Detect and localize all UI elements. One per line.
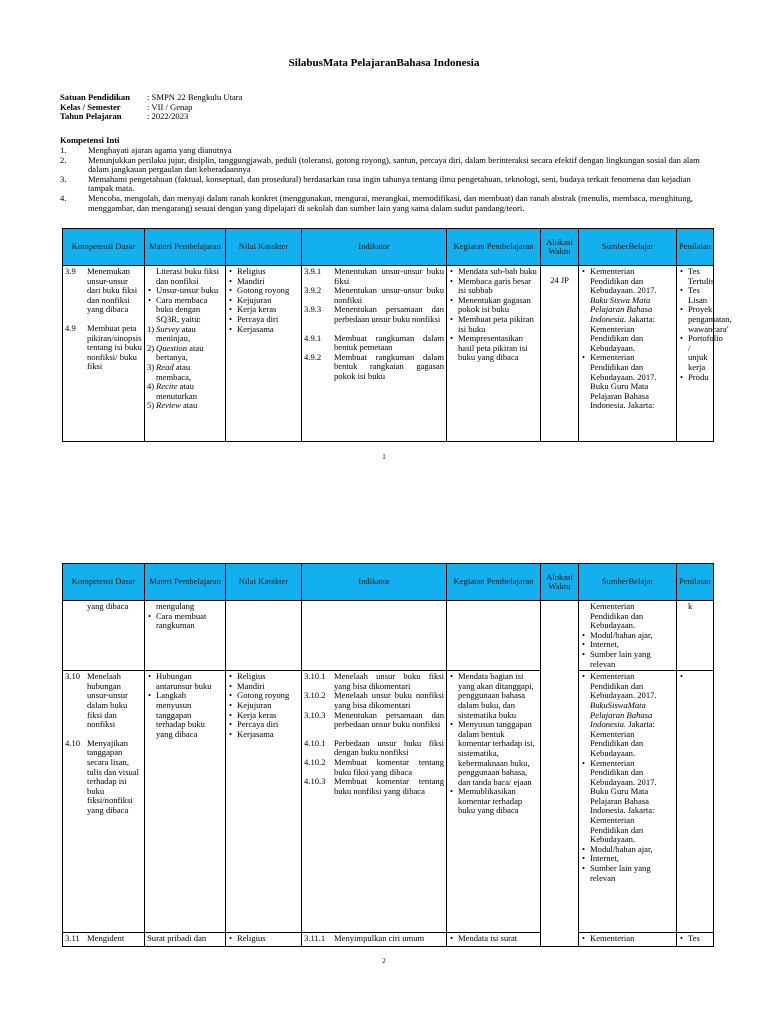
indikator-text: Membuat komentar tentang buku fiksi yang dibaca [334,756,444,777]
kegiatan-item: • Mempresentasikan hasil peta pikiran isi buku yang dibaca [458,334,538,363]
indikator-text: Membuat rangkuman dalam bentuk rangkaian gagasan pokok isi buku [334,351,444,381]
kd-text: Menemukan unsur-unsur dari buku fiksi dan nonfiksi yang dibaca [87,266,138,315]
sq3r-number: 4) [147,381,155,392]
sumber-item: • Modul/bahan ajar, [590,845,674,855]
header-kompetensi-dasar: Kompetensi Dasar [63,564,145,601]
sumber-item: • Kementerian Pendidikan dan Kebudayaan. 2017. Buku Guru Mata Pelajaran Bahasa Indonesia. Jakarta: [590,353,674,411]
ki-number: 3. [60,173,67,184]
header-indikator: Indikator [302,564,447,601]
indikator-cell [302,266,447,442]
kegiatan-item: • Memublikasikan komentar terhadap buku yang dibaca [458,787,538,816]
header-sumber: SumberBelajar [579,229,677,266]
ki-number: 1. [60,145,67,155]
penilaian-item: • Tes [688,934,711,944]
header-alokasi: Alokasi Waktu [541,229,579,266]
sq3r-list [147,325,223,411]
sq3r-item [147,325,223,344]
indikator-text: Menelaah unsur buku nonfiksi yang bisa dikomentari [334,690,444,710]
indikator-number: 3.10.2 [304,690,326,701]
sumber-item: • Kementerian Pendidikan dan Kebudayaan. 2017. Buku Guru Mata Pelajaran Bahasa Indonesia. Jakarta: Kementerian Pendidikan dan Kebudayaan. [590,759,674,845]
nilai-item: • Religius [237,267,299,277]
sq3r-term: Survey [156,323,180,334]
sumber-item: • Modul/bahan ajar, [590,631,674,641]
sumber-item: • Kementerian [590,934,674,944]
sq3r-item [147,401,223,411]
kd-number: 3.11 [65,933,80,944]
sq3r-term: Recite [156,381,178,392]
page-number: 1 [382,453,386,461]
ki-list [60,146,705,213]
kegiatan-cell [447,671,541,933]
indikator-item [304,672,444,691]
nilai-item: • Mandiri [237,277,299,287]
materi-item: • Unsur-unsur buku [156,286,223,296]
header-kegiatan: Kegiatan Pembelajaran [447,564,541,601]
materi-text: mengulang [156,601,195,611]
kd-text: Mengident [87,933,125,944]
ki-item [60,194,705,213]
indikator-number: 4.9.2 [304,351,322,362]
kegiatan-item: • Membaca garis besar isi subbab [458,277,538,296]
nilai-item: • Kejujuran [237,296,299,306]
materi-text: Surat pribadi dan [147,933,207,944]
nilai-item: • Kerjasama [237,730,299,740]
sumber-text: Kementerian Pendidikan dan Kebudayaan. [590,601,644,631]
indikator-number: 3.10.1 [304,671,326,682]
sumber-cell [579,933,677,947]
kd-cell [63,933,145,947]
sq3r-text: Read atau membaca, [156,361,192,382]
indikator-number: 3.9.2 [304,285,322,296]
indikator-item [304,739,444,758]
nilai-cell [226,266,302,442]
kegiatan-cell [447,266,541,442]
materi-item: • Cara membaca buku dengan SQ3R, yaitu: [156,296,223,325]
materi-cell [145,266,226,442]
syllabus-table-page-2 [62,563,714,947]
sq3r-item [147,344,223,363]
nilai-item: • Religius [237,934,299,944]
alokasi-value: 24 JP [550,275,569,285]
meta-label: Kelas / Semester [60,101,121,112]
ki-item [60,175,705,194]
sq3r-number: 2) [147,342,155,353]
meta-value: : SMPN 22 Bengkulu Utara [147,92,243,102]
kd-text: yang dibaca [87,601,129,611]
indikator-text: Menentukan unsur-unsur buku nonfiksi [334,285,444,305]
nilai-item: • Religius [237,672,299,682]
sumber-cell [579,266,677,442]
nilai-item: • Percaya diri [237,315,299,325]
indikator-text: Menentukan unsur-unsur buku fiksi [334,266,444,286]
materi-intro: Literasi buku fiksi dan nonfiksi [156,266,220,286]
sq3r-number: 5) [147,400,155,411]
sumber-item: • Internet, [590,640,674,650]
sumber-item: • Sumber lain yang relevan [590,864,674,883]
indikator-number: 3.9.3 [304,304,322,315]
kd-text: Menyajikan tanggapan secara lisan, tulis dan visual terhadap isi buku fiksi/nonfiksi yang dibaca [87,737,140,815]
sq3r-text: Survey atau meninjau, [156,323,196,344]
indikator-text: Perbedaan unsur buku fiksi dengan buku nonfiksi [334,737,444,758]
sq3r-term: Review [156,400,181,411]
kegiatan-item: • Menentukan gagasan pokok isi buku [458,296,538,315]
header-kegiatan: Kegiatan Pembelajaran [447,229,541,266]
penilaian-item: • Proyek, pengamatan, wawancara' [688,305,711,334]
materi-cell [145,601,226,671]
kd-number: 3.9 [65,266,76,276]
indikator-text: Menyimpulkan ciri umum [334,933,425,944]
indikator-item [304,305,444,324]
materi-item: • Langkah menyusun tanggapan terhadap buku yang dibaca [156,691,223,739]
sumber-item: • Sumber lain yang relevan [590,650,674,669]
ki-text: Menghayati ajaran agama yang dianutnya [88,145,232,155]
header-nilai-karakter: Nilai Karakter [226,229,302,266]
header-kompetensi-dasar: Kompetensi Dasar [63,229,145,266]
sq3r-item [147,363,223,382]
penilaian-cell [677,933,714,947]
penilaian-item: • Portofolio / unjuk kerja [688,334,711,372]
sq3r-text: Review atau [156,400,198,411]
header-alokasi: Alokasi Waktu [541,564,579,601]
alokasi-cell [541,266,579,442]
kd-number: 3.10 [65,671,81,682]
indikator-item [304,334,444,353]
nilai-item: • Mandiri [237,682,299,692]
indikator-number: 4.10.3 [304,776,326,787]
sumber-title: BukuSiswaMata Pelajaran Bahasa Indonesia [590,699,653,730]
indikator-text: Menentukan persamaan dan perbedaan unsur buku nonfiksi [334,304,444,324]
ki-item [60,156,705,175]
indikator-item [304,353,444,382]
penilaian-text: k [688,601,693,611]
ki-text: Mencoba, mengolah, dan menyaji dalam ranah konkret (menggunakan, mengurai, merangkai, memodifikasi, dan membuat) dan ranah abstrak (menulis, membaca, menghitung, menggambar, dan mengarang) sesuai dengan yang dipelajari di sekolah dan sumber lain yang sama dalam sudut pandang/teori. [88,192,693,213]
indikator-number: 4.10.2 [304,756,326,767]
kd-cell [63,671,145,933]
penilaian-item: • Tes Lisan [688,286,711,305]
penilaian-cell [677,671,714,933]
kd-number: 4.10 [65,737,81,748]
meta-row [60,112,242,122]
header-penilaian: Penilaian [677,229,714,266]
indikator-number: 3.11.1 [304,933,326,944]
kegiatan-item: • Menyusun tanggapan dalam bentuk komentar terhadap isi, sistematika, kebermaknaan buku, penggunaan bahasa, dan tanda baca/ ejaan [458,720,538,787]
ki-number: 2. [60,154,67,165]
materi-cell [145,933,226,947]
indikator-item [304,267,444,286]
penilaian-cell [677,601,714,671]
sumber-item: • Kementerian Pendidikan dan Kebudayaan. 2017. BukuSiswaMata Pelajaran Bahasa Indonesia. Jakarta: Kementerian Pendidikan dan Kebudayaan. [590,672,674,758]
meta-value: : 2022/2023 [147,111,189,121]
materi-cell [145,671,226,933]
indikator-item [304,711,444,730]
alokasi-cell [541,601,579,947]
nilai-item: • Gotong royong [237,691,299,701]
sq3r-number: 1) [147,323,155,334]
penilaian-cell [677,266,732,442]
sq3r-term: Read [156,361,174,372]
nilai-cell [226,671,302,933]
indikator-cell [302,671,447,933]
indikator-text: Membuat komentar tentang buku nonfiksi yang dibaca [334,776,444,796]
sumber-title: Buku Siswa Mata Pelajaran Bahasa Indonesia [590,294,653,324]
kegiatan-item: • Membuat peta pikiran isi buku [458,315,538,334]
identity-block [60,93,242,122]
indikator-text: Membuat rangkuman dalam bentuk pemetaan [334,332,444,353]
sq3r-number: 3) [147,361,155,372]
meta-label: Satuan Pendidikan [60,92,130,102]
penilaian-item: • Tes Tertulis [688,267,711,286]
sq3r-term: Question [156,342,188,353]
nilai-item: • Kerjasama [237,325,299,335]
ki-heading: Kompetensi Inti [60,135,120,145]
header-materi: Materi Pembelajaran [145,229,226,266]
sumber-item: • Kementerian Pendidikan dan Kebudayaan. 2017. Buku Siswa Mata Pelajaran Bahasa Indonesia. Jakarta: Kementerian Pendidikan dan Kebudayaan. [590,267,674,353]
nilai-item: • Gotong royong [237,286,299,296]
materi-item: • Hubungan antarunsur buku [156,672,223,691]
kd-text: Membuat peta pikiran/sinopsis tentang isi buku nonfiksi/ buku fiksi [87,322,142,372]
header-indikator: Indikator [302,229,447,266]
kegiatan-cell [447,933,541,947]
sumber-cell [579,601,677,671]
header-materi: Materi Pembelajaran [145,564,226,601]
indikator-number: 4.10.1 [304,737,326,748]
indikator-item [304,286,444,305]
ki-number: 4. [60,192,67,203]
indikator-text: Menentukan persamaan dan perbedaan unsur buku nonfiksi [334,709,444,730]
header-penilaian: Penilaian [677,564,714,601]
kd-cell [63,266,145,442]
kegiatan-item: • Mendata sub-bab buku [458,267,538,277]
indikator-text: Menelaah unsur buku fiksi yang bisa dikomentari [334,671,444,691]
indikator-number: 3.9.1 [304,266,322,276]
sq3r-text: Recite atau menuturkan [156,381,198,401]
meta-label: Tahun Pelajaran [60,111,122,121]
document-title: SilabusMata PelajaranBahasa Indonesia [288,57,480,69]
penilaian-item: • Produ [688,373,711,383]
header-sumber: SumberBelajar [579,564,677,601]
sq3r-item [147,382,223,401]
kd-text: Menelaah hubungan unsur-unsur dalam buku fiksi dan nonfiksi [87,671,128,730]
header-nilai-karakter: Nilai Karakter [226,564,302,601]
indikator-number: 3.10.3 [304,709,326,720]
page-number: 2 [382,957,386,965]
kd-number: 4.9 [65,322,76,333]
indikator-cell [302,933,447,947]
indikator-number: 4.9.1 [304,332,322,343]
nilai-cell [226,933,302,947]
indikator-item [304,777,444,796]
sumber-cell [579,671,677,933]
ki-text: Menunjukkan perilaku jujur, disiplin, tanggungjawab, peduli (toleransi, gotong royong), santun, percaya diri, dalam berinteraksi secara efektif dengan lingkungan sosial dan alam dalam jangkauan pergaulan dan keberadaannya [88,154,700,175]
kd-cell [63,601,145,671]
indikator-item [304,691,444,710]
nilai-item: • Kejujuran [237,701,299,711]
nilai-item: • Percaya diri [237,720,299,730]
nilai-item: • Kerja keras [237,305,299,315]
meta-value: : VII / Genap [147,101,193,112]
nilai-item: • Kerja keras [237,711,299,721]
indikator-item [304,758,444,777]
kegiatan-item: • Mendata isi surat [458,934,538,944]
syllabus-table-page-1 [62,228,732,442]
sumber-item: • Internet, [590,854,674,864]
ki-text: Memahami pengetahuan (faktual, konseptual, dan prosedural) berdasarkan rasa ingin tahunya tentang ilmu pengetahuan, teknologi, seni, budaya terkait fenomena dan kejadian tampak mata. [88,173,691,194]
kegiatan-item: • Mendata bagian isi yang akan ditanggapi, penggunaan bahasa dalam buku, dan sistematika buku [458,672,538,720]
materi-item: • Cara membuat rangkuman [156,612,223,631]
sq3r-text: Question atau bertanya, [156,342,204,363]
